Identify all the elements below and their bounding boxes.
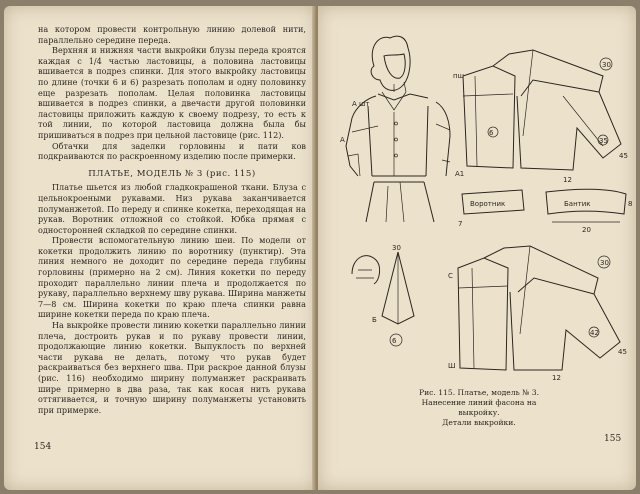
collar-cuff-pieces (458, 186, 633, 234)
label-ash: А шт (352, 100, 370, 108)
label-20: 20 (582, 226, 591, 234)
label-pw: пш (453, 72, 464, 80)
label-45b: 45 (618, 348, 627, 356)
label-30: 30 (602, 61, 611, 69)
paragraph: на котором провести контрольную линию долевой нити, параллельно середине переда. (38, 24, 306, 45)
bodice-pattern-draft (453, 36, 633, 186)
right-page (318, 6, 636, 490)
label-12b: 12 (552, 374, 561, 382)
label-42: 42 (590, 329, 599, 337)
gusset-pieces (338, 244, 448, 354)
paragraph: Провести вспомогательную линию шеи. По модели от кокетки продолжить линию по воротнику (пунктир). Эта линия немного не доходит по середине переда глубины горловины (примерно на 2 см). Линия кокетки по переду проходит параллельно линии плеча и продолжается по рукаву, параллельно верхнему шву рукава. Ширина манжеты 7—8 см. Ширина кокетки по краю плеча спинки равна ширине кокетки переда по краю плеча. (38, 235, 306, 320)
label-30b: 30 (392, 244, 401, 252)
caption-line: Рис. 115. Платье, модель № 3. (418, 388, 540, 397)
label-30c: 30 (600, 259, 609, 267)
page-number-left: 154 (34, 442, 52, 452)
paragraph: Верхняя и нижняя части выкройки блузы переда кроятся каждая с 1/4 частью ластовицы, а половина ластовицы вшивается в подрез спинки. Для этого выкройку ластовицы по длине (точки 6 и 6) разрезать пополам и одну половинку еще разрезать пополам. Целая половинка ластовицы вшивается в подрез спинки, а двечасти другой половинки ластовицы приложить каждую к своему подрезу, то есть к той линии, по которой ластовица должна была бы пришиваться в подрез при цельной ластовице (рис. 112). (38, 45, 306, 140)
paragraph: На выкройке провести линию кокетки параллельно линии плеча, достроить рукав и по рукаву провести линии, продолжающие линию кокетки. Выпуклость по верхней части рукава не делать, потому что рукав будет раскраиваться без верхнего шва. При раскрое данной блузы (рис. 116) необходимо ширину полуманжет раскраивать шире примерно в два раза, так как косая нить рукава оттягивается, и точную ширину полуманжеты установить при примерке. (38, 320, 306, 415)
label-12: 12 (563, 176, 572, 184)
section-heading: ПЛАТЬЕ, МОДЕЛЬ № 3 (рис. 115) (88, 168, 256, 179)
left-page (4, 6, 316, 490)
label-6: 6 (489, 129, 494, 137)
label-sh: Ш (448, 362, 456, 370)
paragraph: Платье шьется из любой гладкокрашеной ткани. Блуза с цельнокроеными рукавами. Низ рукава заканчивается полуманжетой. По переду и спинке кокетка, переходящая на рукав. Воротник отложной со стойкой. Юбка прямая с односторонней складкой по середине спинки. (38, 182, 306, 235)
paragraph: Обтачки для заделки горловины и пати ков подкраиваются по раскроенному изделию после примерки. (38, 140, 306, 162)
label-8: 8 (628, 200, 633, 208)
label-b: Б (372, 316, 377, 324)
left-page-text (38, 24, 306, 415)
caption-line: Нанесение линий фасона на выкройку. (421, 398, 537, 417)
label-45: 45 (619, 152, 628, 160)
label-a: А (340, 136, 345, 144)
sleeve-pattern-draft (448, 238, 633, 383)
dress-figure-illustration (338, 26, 458, 226)
page-number-right: 155 (604, 434, 622, 444)
label-a1: А1 (455, 170, 465, 178)
label-s: С (448, 272, 453, 280)
label-6b: 6 (392, 337, 397, 345)
label-35: 35 (599, 137, 608, 145)
label-collar: Воротник (470, 200, 506, 208)
figure-caption (404, 388, 554, 428)
caption-line: Детали выкройки. (442, 418, 516, 427)
label-cuff: Бантик (564, 200, 591, 208)
label-7: 7 (458, 220, 463, 228)
